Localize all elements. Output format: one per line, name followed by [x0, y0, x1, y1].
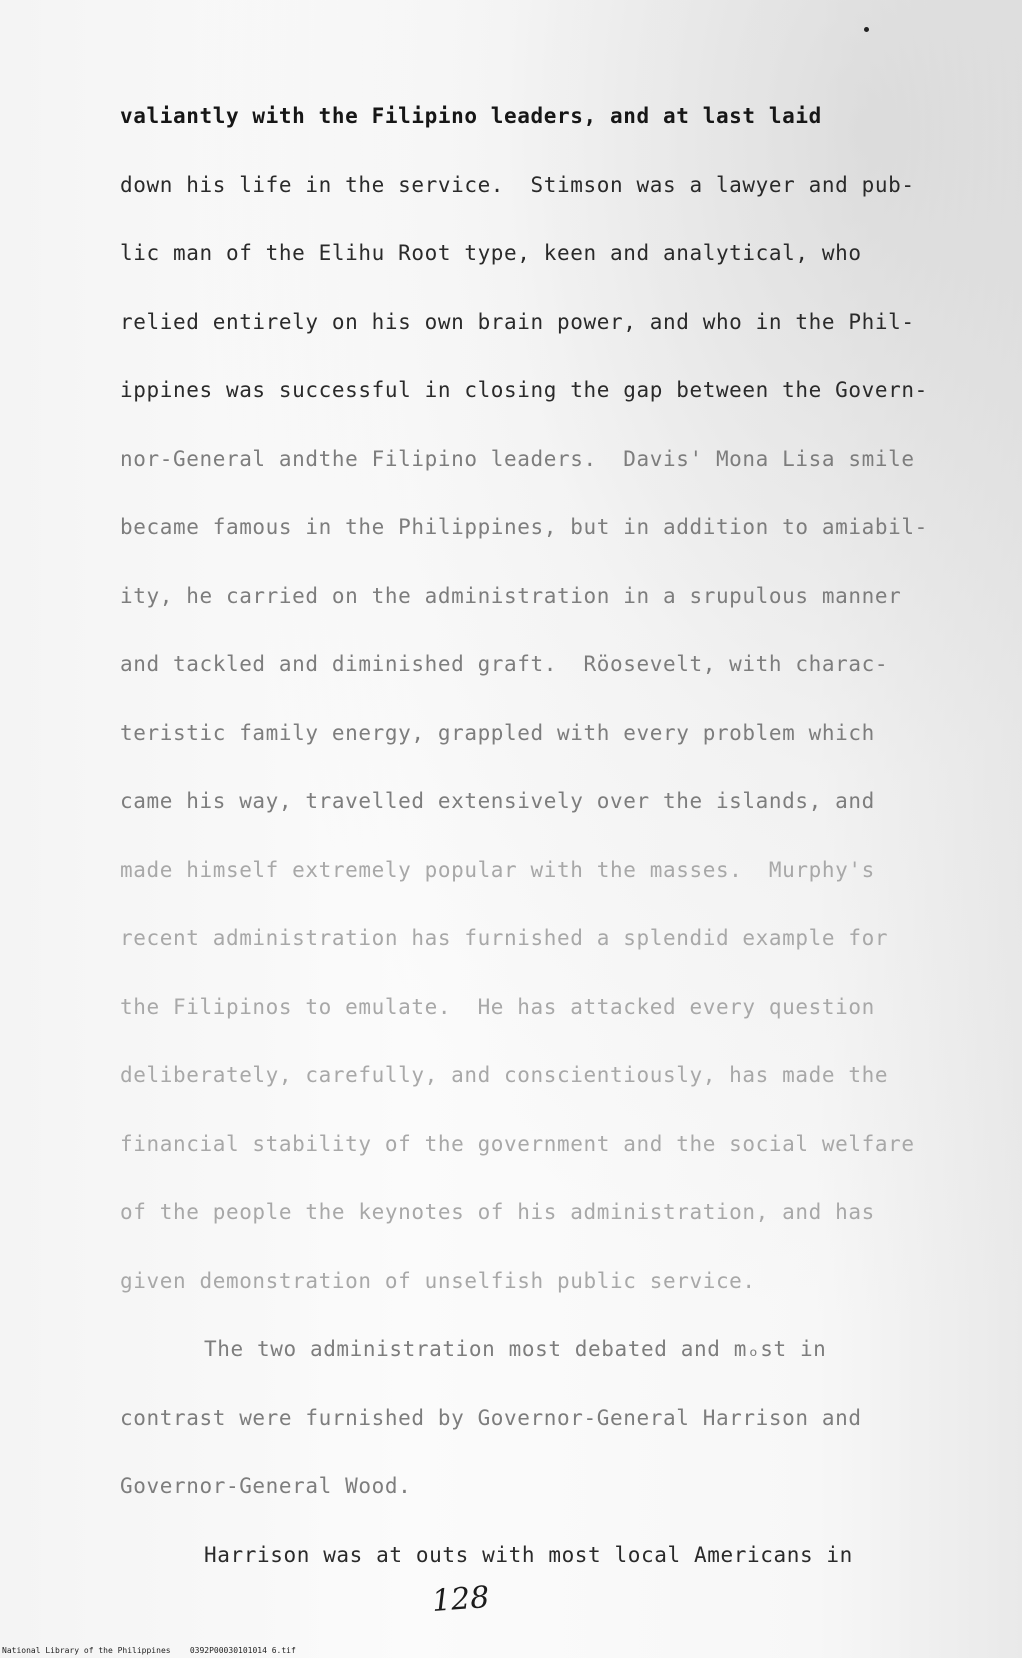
text-line: became famous in the Philippines, but in addition to amiabil- [120, 515, 928, 539]
text-line: of the people the keynotes of his administration, and has [120, 1200, 875, 1224]
text-line: teristic family energy, grappled with every problem which [120, 720, 875, 745]
text-line: down his life in the service. Stimson was a lawyer and pub- [120, 172, 915, 197]
text-line: Harrison was at outs with most local Americans in [204, 1542, 853, 1567]
text-line: financial stability of the government and the social welfare [120, 1131, 915, 1156]
typewritten-body [120, 82, 1000, 1589]
text-line: The two administration most debated and mₒst in [204, 1337, 827, 1361]
text-line: the Filipinos to emulate. He has attacked every question [120, 994, 875, 1019]
text-line: given demonstration of unselfish public service. [120, 1268, 756, 1293]
text-line: relied entirely on his own brain power, and who in the Phil- [120, 309, 915, 334]
text-line: Governor-General Wood. [120, 1474, 412, 1498]
text-line: ippines was successful in closing the gap between the Govern- [120, 378, 928, 402]
text-line: deliberately, carefully, and conscientiously, has made the [120, 1063, 889, 1087]
text-line: contrast were furnished by Governor-General Harrison and [120, 1405, 862, 1430]
text-line: ity, he carried on the administration in a srupulous manner [120, 583, 902, 608]
text-line: nor-General andthe Filipino leaders. Davis' Mona Lisa smile [120, 446, 915, 471]
text-line: valiantly with the Filipino leaders, and at last laid [120, 104, 822, 128]
scan-footer: National Library of the Philippines 0392P00030101014 6.tif [2, 1646, 296, 1655]
handwritten-page-number: 128 [430, 1580, 491, 1619]
text-line: and tackled and diminished graft. Röosevelt, with charac- [120, 652, 889, 676]
ink-speck [864, 27, 869, 32]
text-line: made himself extremely popular with the masses. Murphy's [120, 857, 875, 882]
text-line: recent administration has furnished a splendid example for [120, 926, 889, 950]
text-line: came his way, travelled extensively over the islands, and [120, 789, 875, 813]
text-line: lic man of the Elihu Root type, keen and analytical, who [120, 241, 862, 265]
